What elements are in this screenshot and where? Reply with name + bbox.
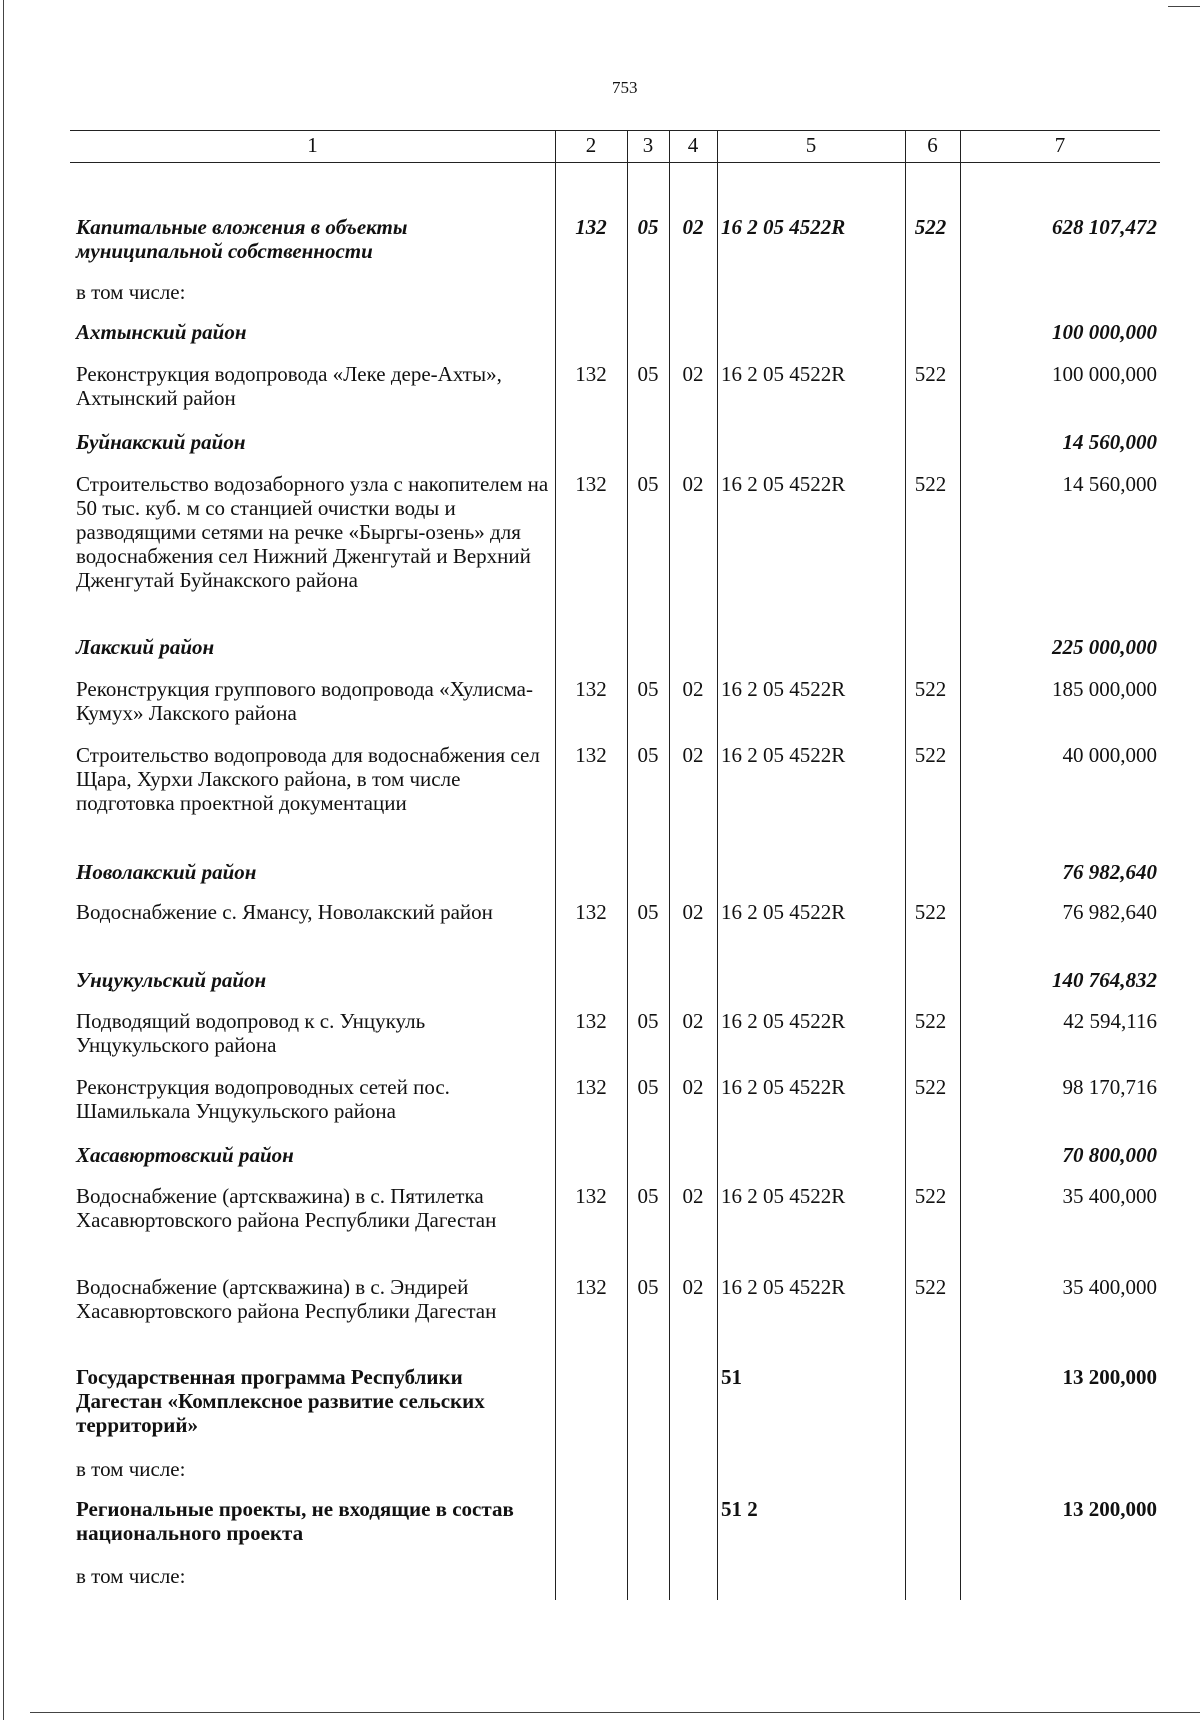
row-target-code: 16 2 05 4522R — [721, 215, 846, 239]
row-name: в том числе: — [76, 280, 186, 304]
row-amount: 628 107,472 — [1052, 215, 1157, 239]
row-amount: 98 170,716 — [1062, 1075, 1157, 1099]
header-col-4: 4 — [687, 133, 699, 157]
row-name: Новолакский район — [76, 860, 257, 884]
row-name: Хасавюртовский район — [76, 1143, 294, 1167]
row-expense-type: 522 — [914, 743, 947, 767]
page-number: 753 — [612, 78, 638, 97]
row-expense-type: 522 — [914, 472, 947, 496]
row-name: Строительство водопровода для водоснабжения сел Щара, Хурхи Лакского района, в том числе подготовка проектной документации — [76, 743, 540, 815]
row-section-code: 05 — [637, 472, 659, 496]
row-name: в том числе: — [76, 1457, 186, 1481]
row-ministry-code: 132 — [575, 1184, 607, 1208]
row-name: Лакский район — [76, 635, 215, 659]
row-ministry-code: 132 — [575, 1075, 607, 1099]
row-subsection-code: 02 — [682, 743, 704, 767]
row-section-code: 05 — [637, 1184, 659, 1208]
col-divider-2 — [627, 130, 628, 1600]
row-ministry-code: 132 — [575, 743, 607, 767]
row-ministry-code: 132 — [575, 1275, 607, 1299]
row-name: в том числе: — [76, 1564, 186, 1588]
row-section-code: 05 — [637, 1009, 659, 1033]
row-name: Реконструкция водопровода «Леке дере-Ахты», Ахтынский район — [76, 362, 502, 410]
table-top-border — [70, 130, 1160, 131]
row-name: Ахтынский район — [76, 320, 247, 344]
row-ministry-code: 132 — [575, 677, 607, 701]
row-amount: 35 400,000 — [1062, 1275, 1157, 1299]
row-name: Капитальные вложения в объекты муниципальной собственности — [76, 215, 408, 263]
row-subsection-code: 02 — [682, 1184, 704, 1208]
row-name: Реконструкция группового водопровода «Хулисма-Кумух» Лакского района — [76, 677, 533, 725]
row-subsection-code: 02 — [682, 362, 704, 386]
row-name: Реконструкция водопроводных сетей пос. Шамилькала Унцукульского района — [76, 1075, 450, 1123]
row-expense-type: 522 — [914, 677, 947, 701]
row-section-code: 05 — [637, 1275, 659, 1299]
row-target-code: 16 2 05 4522R — [721, 900, 846, 924]
row-name: Водоснабжение (артскважина) в с. Эндирей Хасавюртовского района Республики Дагестан — [76, 1275, 497, 1323]
row-ministry-code: 132 — [575, 1009, 607, 1033]
row-subsection-code: 02 — [682, 1275, 704, 1299]
row-section-code: 05 — [637, 743, 659, 767]
row-section-code: 05 — [637, 362, 659, 386]
row-expense-type: 522 — [914, 1275, 947, 1299]
row-name: Унцукульский район — [76, 968, 267, 992]
row-name: Водоснабжение (артскважина) в с. Пятилетка Хасавюртовского района Республики Дагестан — [76, 1184, 497, 1232]
row-amount: 13 200,000 — [1062, 1497, 1157, 1521]
row-target-code: 51 — [721, 1365, 742, 1389]
row-amount: 100 000,000 — [1052, 320, 1157, 344]
scan-left-edge — [3, 0, 4, 1720]
row-ministry-code: 132 — [575, 900, 607, 924]
col-divider-4 — [717, 130, 718, 1600]
row-ministry-code: 132 — [575, 215, 607, 239]
row-target-code: 16 2 05 4522R — [721, 1075, 846, 1099]
row-amount: 185 000,000 — [1052, 677, 1157, 701]
scan-top-right-mark — [1168, 6, 1200, 7]
row-subsection-code: 02 — [682, 1009, 704, 1033]
row-name: Водоснабжение с. Ямансу, Новолакский район — [76, 900, 493, 924]
header-col-6: 6 — [927, 133, 938, 157]
row-amount: 13 200,000 — [1062, 1365, 1157, 1389]
row-subsection-code: 02 — [682, 215, 704, 239]
row-amount: 100 000,000 — [1052, 362, 1157, 386]
row-target-code: 16 2 05 4522R — [721, 1275, 846, 1299]
row-expense-type: 522 — [914, 1184, 947, 1208]
header-bottom-border — [70, 162, 1160, 163]
header-col-7: 7 — [1054, 133, 1066, 157]
row-ministry-code: 132 — [575, 472, 607, 496]
row-target-code: 16 2 05 4522R — [721, 362, 846, 386]
row-expense-type: 522 — [914, 362, 947, 386]
row-name: Подводящий водопровод к с. Унцукуль Унцукульского района — [76, 1009, 426, 1057]
row-amount: 140 764,832 — [1052, 968, 1157, 992]
header-col-1: 1 — [307, 133, 318, 157]
header-col-3: 3 — [642, 133, 654, 157]
row-section-code: 05 — [637, 677, 659, 701]
row-subsection-code: 02 — [682, 677, 704, 701]
row-expense-type: 522 — [914, 1009, 947, 1033]
col-divider-3 — [669, 130, 670, 1600]
row-section-code: 05 — [637, 1075, 659, 1099]
header-col-5: 5 — [805, 133, 817, 157]
header-col-2: 2 — [585, 133, 597, 157]
row-name: Строительство водозаборного узла с накопителем на 50 тыс. куб. м со станцией очистки воды и разводящими сетями на речке «Быргы-озень» для водоснабжения сел Нижний Дженгутай и Верхний Дженгутай Буйнакского района — [76, 472, 549, 592]
row-amount: 76 982,640 — [1062, 900, 1157, 924]
row-amount: 14 560,000 — [1062, 472, 1157, 496]
row-amount: 14 560,000 — [1062, 430, 1157, 454]
row-expense-type: 522 — [914, 215, 947, 239]
row-subsection-code: 02 — [682, 472, 704, 496]
row-section-code: 05 — [637, 900, 659, 924]
row-subsection-code: 02 — [682, 900, 704, 924]
row-target-code: 16 2 05 4522R — [721, 743, 846, 767]
row-name: Государственная программа Республики Дагестан «Комплексное развитие сельских территорий» — [76, 1365, 485, 1437]
row-amount: 40 000,000 — [1062, 743, 1157, 767]
row-target-code: 16 2 05 4522R — [721, 1184, 846, 1208]
row-section-code: 05 — [637, 215, 659, 239]
row-amount: 35 400,000 — [1062, 1184, 1157, 1208]
col-divider-1 — [555, 130, 556, 1600]
col-divider-5 — [905, 130, 906, 1600]
row-target-code: 16 2 05 4522R — [721, 472, 846, 496]
row-amount: 225 000,000 — [1052, 635, 1157, 659]
row-amount: 76 982,640 — [1062, 860, 1157, 884]
row-target-code: 16 2 05 4522R — [721, 677, 846, 701]
row-ministry-code: 132 — [575, 362, 607, 386]
row-amount: 42 594,116 — [1063, 1009, 1157, 1033]
row-name: Буйнакский район — [76, 430, 246, 454]
row-target-code: 16 2 05 4522R — [721, 1009, 846, 1033]
row-subsection-code: 02 — [682, 1075, 704, 1099]
row-expense-type: 522 — [914, 1075, 947, 1099]
row-expense-type: 522 — [914, 900, 947, 924]
scan-bottom-edge — [30, 1712, 1200, 1713]
row-target-code: 51 2 — [721, 1497, 758, 1521]
row-amount: 70 800,000 — [1062, 1143, 1157, 1167]
row-name: Региональные проекты, не входящие в состав национального проекта — [76, 1497, 514, 1545]
